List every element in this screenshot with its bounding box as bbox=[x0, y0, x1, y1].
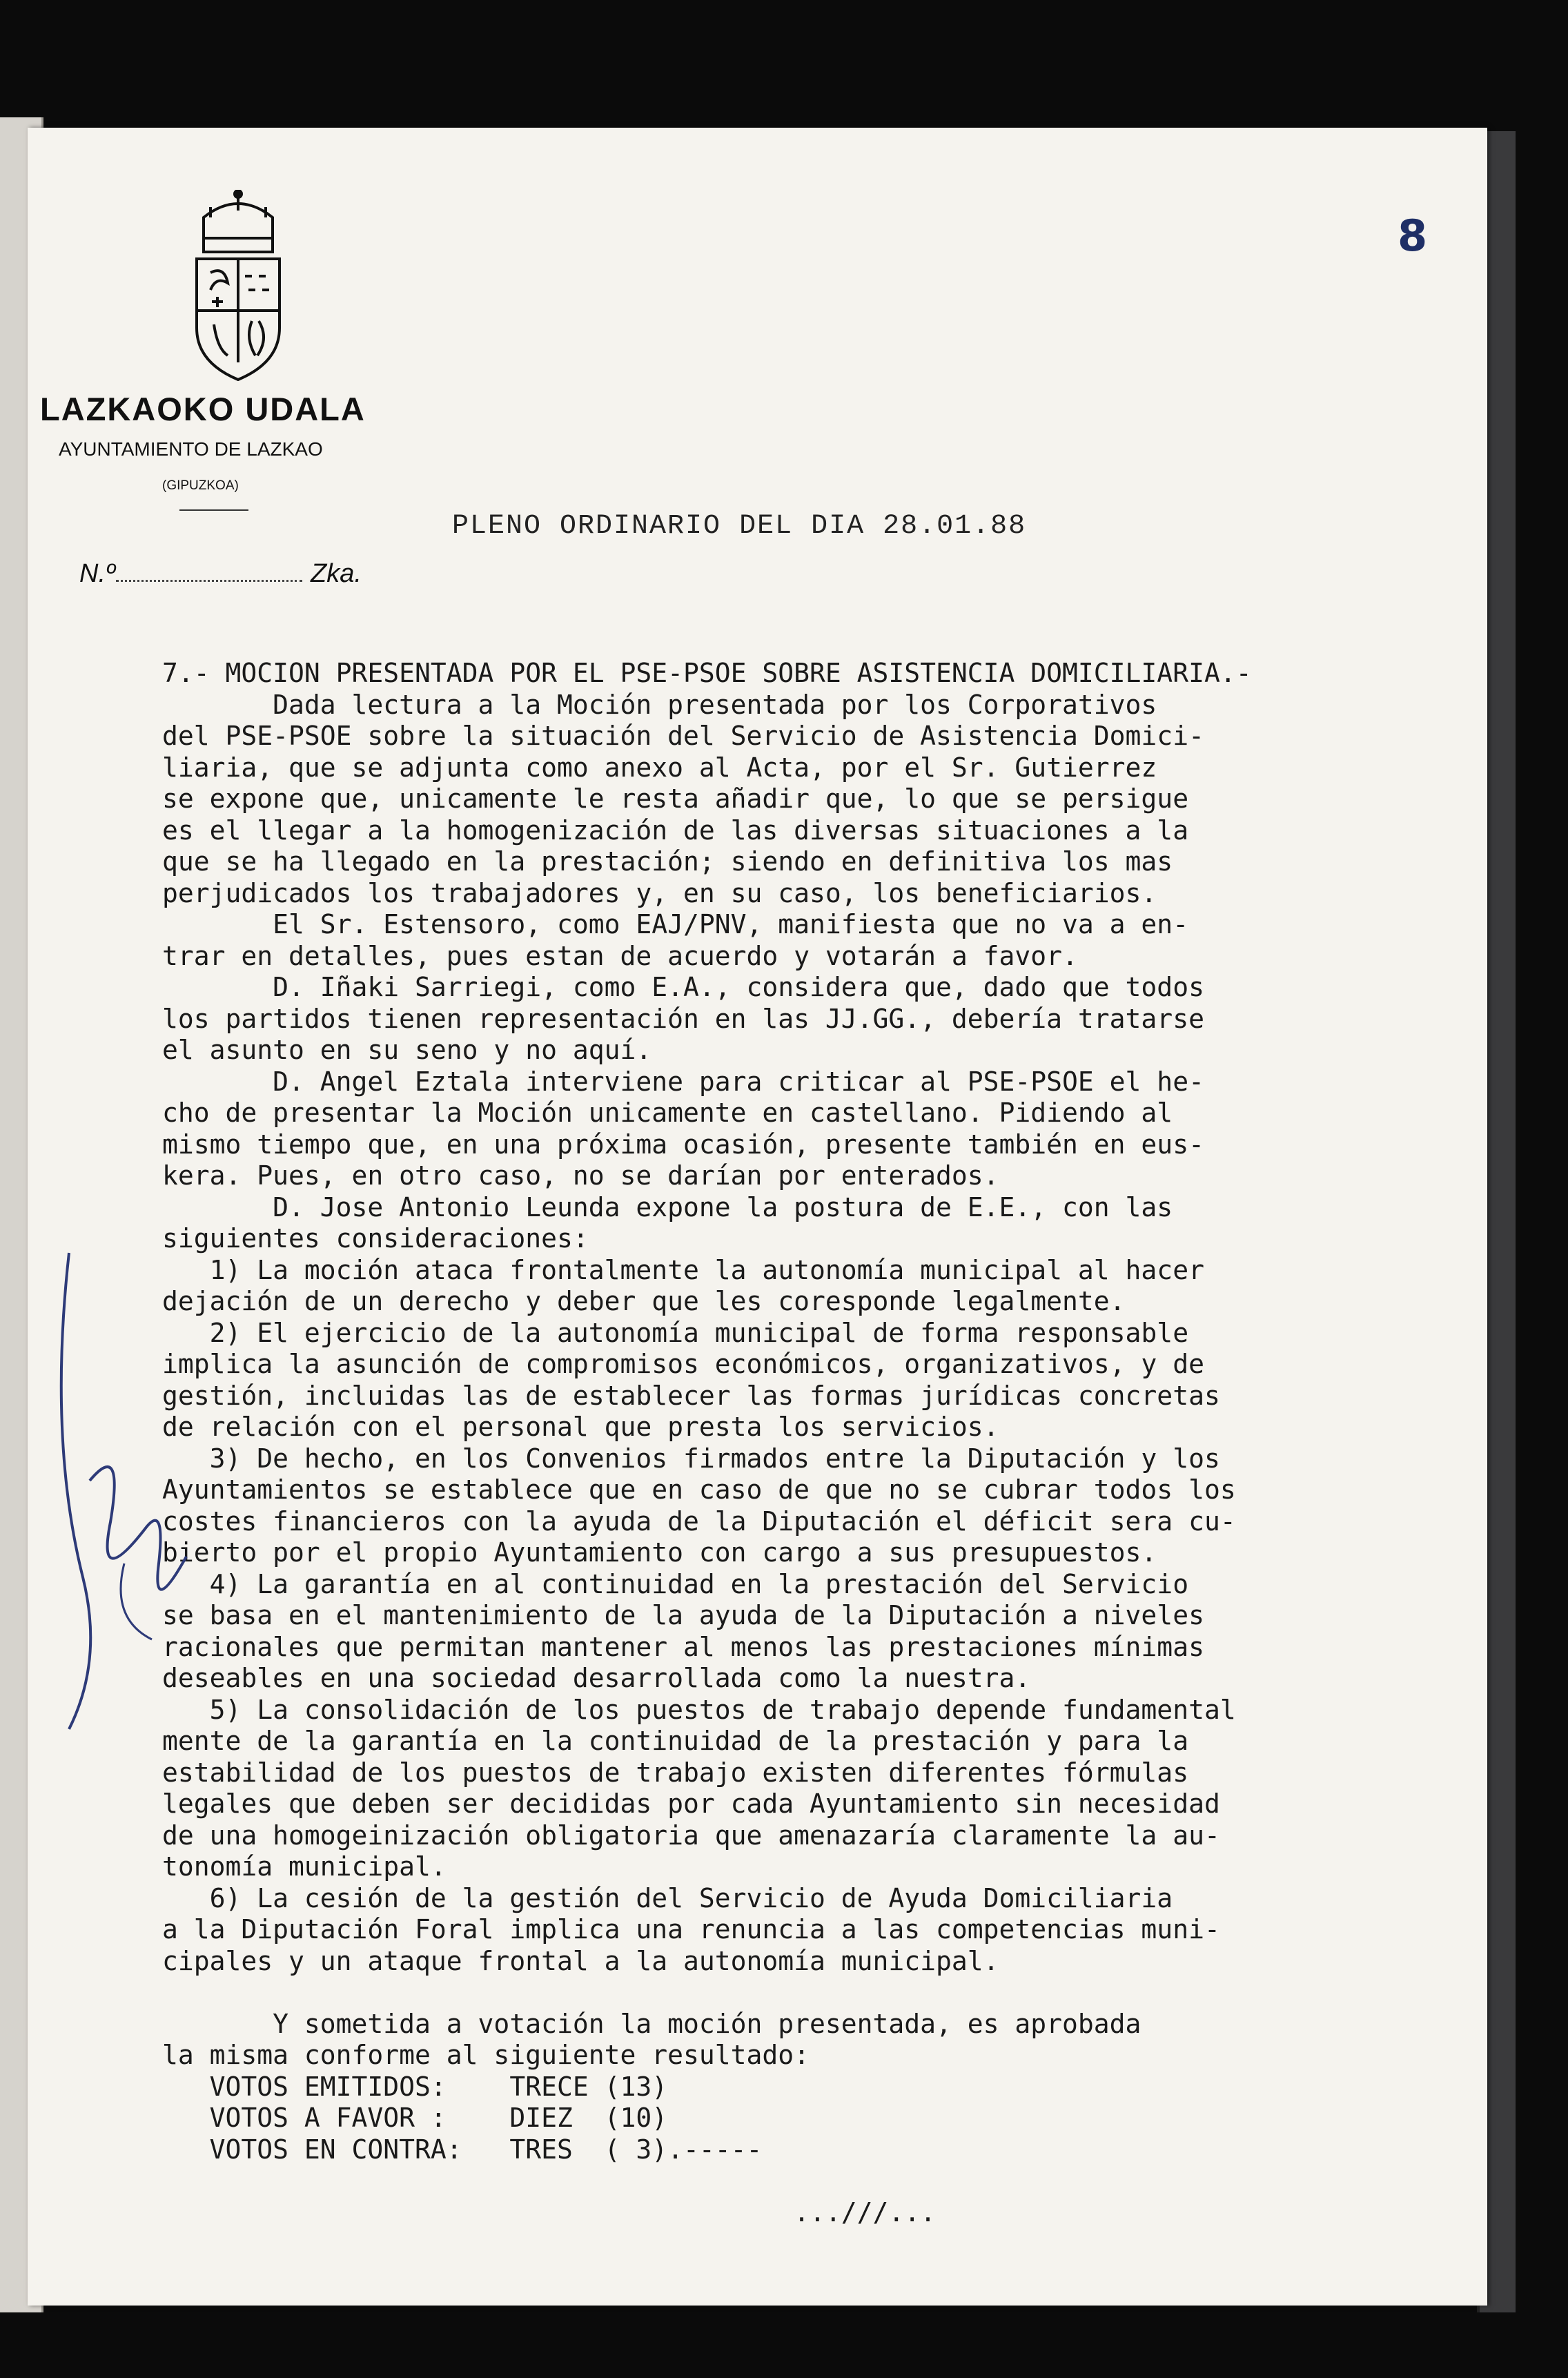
body-line: dejación de un derecho y deber que les coresponde legalmente. bbox=[162, 1286, 1126, 1316]
body-line: el asunto en su seno y no aquí. bbox=[162, 1035, 652, 1065]
body-line: se expone que, unicamente le resta añadir que, lo que se persigue bbox=[162, 783, 1189, 814]
document-body bbox=[162, 658, 1467, 2228]
body-line: ...///... bbox=[162, 2196, 937, 2228]
number-field-dots bbox=[116, 580, 302, 582]
page-number: 8 bbox=[1398, 211, 1428, 261]
header-divider bbox=[179, 509, 248, 511]
body-line: liaria, que se adjunta como anexo al Acta, por el Sr. Gutierrez bbox=[162, 752, 1157, 783]
body-line: Dada lectura a la Moción presentada por los Corporativos bbox=[162, 689, 1157, 720]
body-line: cipales y un ataque frontal a la autonomía municipal. bbox=[162, 1945, 999, 1976]
body-line: se basa en el mantenimiento de la ayuda de la Diputación a niveles bbox=[162, 1600, 1204, 1630]
body-line: 5) La consolidación de los puestos de trabajo depende fundamental bbox=[162, 1694, 1236, 1725]
body-line: El Sr. Estensoro, como EAJ/PNV, manifiesta que no va a en- bbox=[162, 909, 1189, 939]
body-line: implica la asunción de compromisos económicos, organizativos, y de bbox=[162, 1349, 1204, 1379]
body-line: kera. Pues, en otro caso, no se darían por enterados. bbox=[162, 1160, 999, 1191]
body-line: 4) La garantía en al continuidad en la prestación del Servicio bbox=[162, 1568, 1189, 1599]
body-line: cho de presentar la Moción unicamente en castellano. Pidiendo al bbox=[162, 1098, 1173, 1128]
body-line bbox=[162, 2165, 1467, 2197]
body-line: deseables en una sociedad desarrollada como la nuestra. bbox=[162, 1663, 1031, 1693]
coat-of-arms-icon bbox=[176, 190, 300, 390]
body-line: VOTOS EN CONTRA: TRES ( 3).----- bbox=[162, 2134, 763, 2165]
body-line: la misma conforme al siguiente resultado: bbox=[162, 2040, 810, 2070]
body-line: legales que deben ser decididas por cada Ayuntamiento sin necesidad bbox=[162, 1789, 1220, 1819]
body-line: Ayuntamientos se establece que en caso de que no se cubrar todos los bbox=[162, 1474, 1236, 1505]
body-line: tonomía municipal. bbox=[162, 1851, 447, 1882]
body-line: es el llegar a la homogenización de las diversas situaciones a la bbox=[162, 815, 1189, 846]
body-line: mismo tiempo que, en una próxima ocasión, presente también en eus- bbox=[162, 1129, 1204, 1160]
body-line: siguientes consideraciones: bbox=[162, 1223, 589, 1254]
body-line: racionales que permitan mantener al menos las prestaciones mínimas bbox=[162, 1631, 1204, 1662]
body-line: perjudicados los trabajadores y, en su caso, los beneficiarios. bbox=[162, 877, 1157, 908]
body-line: bierto por el propio Ayuntamiento con cargo a sus presupuestos. bbox=[162, 1537, 1157, 1568]
body-line: D. Iñaki Sarriegi, como E.A., considera que, dado que todos bbox=[162, 972, 1204, 1002]
document-title: PLENO ORDINARIO DEL DIA 28.01.88 bbox=[452, 511, 1027, 542]
body-line: D. Jose Antonio Leunda expone la postura de E.E., con las bbox=[162, 1191, 1173, 1222]
body-line: Y sometida a votación la moción presentada, es aprobada bbox=[162, 2008, 1141, 2039]
zka-label: Zka. bbox=[311, 559, 362, 588]
body-line: del PSE-PSOE sobre la situación del Servicio de Asistencia Domici- bbox=[162, 721, 1204, 751]
body-line: mente de la garantía en la continuidad de la prestación y para la bbox=[162, 1726, 1189, 1756]
municipality-name: LAZKAOKO UDALA bbox=[40, 391, 366, 427]
body-line: los partidos tienen representación en las JJ.GG., debería tratarse bbox=[162, 1003, 1204, 1034]
handwritten-signature-icon bbox=[41, 1232, 221, 1771]
body-line: 2) El ejercicio de la autonomía municipal de forma responsable bbox=[162, 1317, 1189, 1348]
body-line: costes financieros con la ayuda de la Diputación el déficit sera cu- bbox=[162, 1505, 1236, 1537]
body-line: 3) De hecho, en los Convenios firmados entre la Diputación y los bbox=[162, 1443, 1220, 1474]
body-line: 7.- MOCION PRESENTADA POR EL PSE-PSOE SOBRE ASISTENCIA DOMICILIARIA.- bbox=[162, 658, 1252, 688]
body-line: gestión, incluidas las de establecer las formas jurídicas concretas bbox=[162, 1380, 1220, 1411]
body-line: de una homogeinización obligatoria que amenazaría claramente la au- bbox=[162, 1820, 1220, 1851]
body-line: D. Angel Eztala interviene para criticar al PSE-PSOE el he- bbox=[162, 1066, 1204, 1097]
number-label: N.º bbox=[79, 559, 115, 588]
body-line: VOTOS A FAVOR : DIEZ (10) bbox=[162, 2103, 668, 2133]
body-line: que se ha llegado en la prestación; siendo en definitiva los mas bbox=[162, 846, 1173, 877]
body-line: a la Diputación Foral implica una renuncia a las competencias muni- bbox=[162, 1914, 1220, 1945]
document-page bbox=[28, 128, 1487, 2306]
municipality-name-es: AYUNTAMIENTO DE LAZKAO bbox=[59, 438, 323, 460]
body-line: 6) La cesión de la gestión del Servicio de Ayuda Domiciliaria bbox=[162, 1882, 1173, 1913]
province-label: (GIPUZKOA) bbox=[162, 478, 239, 493]
body-line bbox=[162, 1977, 1467, 2009]
body-line: de relación con el personal que presta los servicios. bbox=[162, 1412, 999, 1442]
body-line: trar en detalles, pues estan de acuerdo y votarán a favor. bbox=[162, 940, 1078, 971]
body-line: 1) La moción ataca frontalmente la autonomía municipal al hacer bbox=[162, 1254, 1204, 1285]
body-line: VOTOS EMITIDOS: TRECE (13) bbox=[162, 2071, 668, 2102]
body-line: estabilidad de los puestos de trabajo existen diferentes fórmulas bbox=[162, 1757, 1189, 1788]
